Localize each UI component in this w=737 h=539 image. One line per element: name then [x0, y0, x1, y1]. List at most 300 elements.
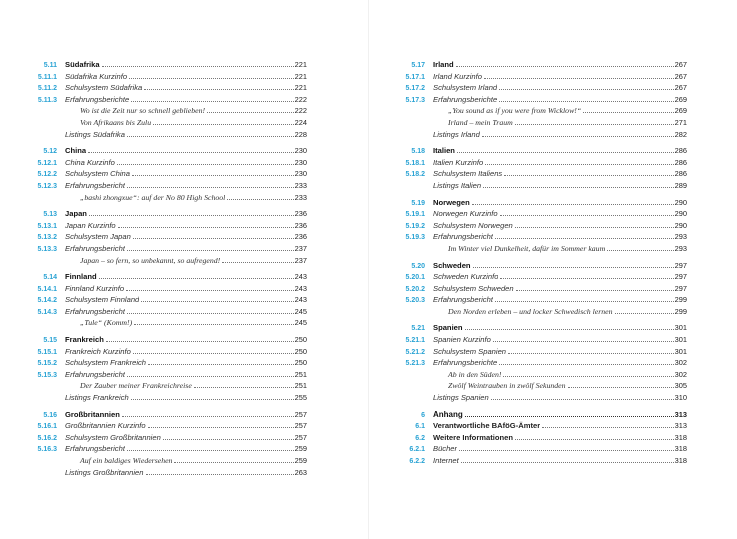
dot-leader	[133, 352, 294, 354]
section-number: 5.15.3	[37, 371, 57, 379]
section-number: 5.20.2	[405, 285, 425, 293]
toc-entry[interactable]	[25, 380, 307, 392]
entry-title: Schulsystem Japan	[65, 232, 131, 242]
entry-title: Irland Kurzinfo	[433, 71, 482, 81]
toc-entry[interactable]	[25, 231, 307, 243]
page-number: 259	[294, 456, 307, 465]
toc-entry[interactable]	[25, 306, 307, 318]
page-number: 245	[294, 306, 307, 316]
entry-title: Schweden Kurzinfo	[433, 272, 499, 282]
section-number: 5.16.2	[37, 434, 57, 442]
toc-entry[interactable]	[25, 208, 307, 220]
section-number: 6	[421, 411, 425, 419]
page-number: 250	[294, 358, 307, 368]
toc-entry[interactable]	[25, 271, 307, 283]
toc-entry[interactable]	[393, 306, 687, 318]
page-number: 257	[294, 432, 307, 442]
entry-title: Südafrika	[65, 60, 100, 69]
dot-leader	[129, 77, 294, 79]
page-number: 245	[294, 318, 307, 328]
toc-entry[interactable]	[25, 369, 307, 381]
page-number: 230	[294, 169, 307, 179]
toc-entry[interactable]	[393, 260, 687, 272]
page-number: 269	[674, 94, 687, 104]
section-number: 5.19	[411, 199, 425, 207]
section-number: 5.21.2	[405, 348, 425, 356]
section-number: 5.21	[411, 325, 425, 333]
entry-title: Ab in den Süden!	[448, 369, 502, 379]
dot-leader	[88, 151, 294, 153]
section-number: 5.14	[43, 274, 57, 282]
section-number: 5.17.2	[405, 85, 425, 93]
entry-title: Von Afrikaans bis Zulu	[80, 117, 152, 127]
dot-leader	[583, 111, 673, 113]
entry-title: Irland – mein Traum	[448, 117, 513, 127]
toc-entry[interactable]	[393, 369, 687, 381]
toc-entry[interactable]	[393, 180, 687, 192]
page-number: 267	[674, 60, 687, 69]
entry-title: Großbritannien Kurzinfo	[65, 421, 146, 431]
entry-title: Den Norden erleben – und locker Schwedisch lernen	[448, 306, 613, 316]
section-number: 5.20.1	[405, 274, 425, 282]
dot-leader	[148, 426, 294, 428]
toc-entry[interactable]	[393, 455, 687, 467]
page-number: 302	[674, 358, 687, 368]
entry-title: Erfahrungsbericht	[65, 180, 125, 190]
page-number: 301	[674, 323, 687, 333]
section-number: 5.19.2	[405, 222, 425, 230]
page-number: 310	[674, 393, 687, 403]
section-number: 5.13.3	[37, 245, 57, 253]
dot-leader	[484, 77, 674, 79]
dot-leader	[499, 88, 674, 90]
entry-title: Schulsystem Finnland	[65, 295, 140, 305]
dot-leader	[126, 289, 294, 291]
entry-title: Wo ist die Zeit nur so schnell geblieben!	[80, 106, 206, 116]
section-number: 5.11.1	[37, 73, 57, 81]
dot-leader	[516, 289, 674, 291]
toc-entry[interactable]	[393, 157, 687, 169]
page-number: 293	[674, 232, 687, 242]
section-number: 5.17	[411, 62, 425, 69]
toc-entry[interactable]	[25, 192, 307, 204]
toc-entry[interactable]	[25, 455, 307, 467]
dot-leader	[194, 386, 294, 388]
toc-entry[interactable]	[393, 392, 687, 404]
dot-leader	[615, 312, 674, 314]
entry-title: Listings Großbritannien	[65, 467, 144, 477]
section-number: 6.2.2	[409, 458, 425, 465]
dot-leader	[607, 249, 673, 251]
entry-title: Schulsystem Irland	[433, 83, 498, 93]
page-number: 230	[294, 157, 307, 167]
dot-leader	[133, 237, 294, 239]
page-number: 257	[294, 409, 307, 419]
dot-leader	[482, 135, 674, 137]
dot-leader	[499, 100, 673, 102]
section-number: 5.19.3	[405, 234, 425, 242]
toc-entry[interactable]	[393, 208, 687, 220]
dot-leader	[465, 415, 674, 417]
entry-title: Norwegen	[433, 197, 470, 207]
entry-title: Der Zauber meiner Frankreichreise	[80, 381, 192, 391]
entry-title: Internet	[433, 456, 459, 465]
section-number: 5.11.2	[37, 85, 57, 93]
page-number: 293	[674, 243, 687, 253]
toc-entry[interactable]	[393, 380, 687, 392]
page-number: 269	[674, 106, 687, 116]
page-number: 267	[674, 83, 687, 93]
toc-entry[interactable]	[25, 420, 307, 432]
dot-leader	[493, 340, 674, 342]
entry-title: Listings Italien	[433, 180, 482, 190]
dot-leader	[483, 186, 674, 188]
page-number: 250	[294, 346, 307, 356]
entry-title: Japan Kurzinfo	[65, 220, 116, 230]
dot-leader	[144, 88, 293, 90]
section-number: 5.21.1	[405, 337, 425, 345]
dot-leader	[89, 214, 294, 216]
dot-leader	[491, 398, 674, 400]
dot-leader	[127, 449, 294, 451]
toc-entry[interactable]	[25, 117, 307, 129]
entry-title: Listings Frankreich	[65, 393, 129, 403]
page-number: 250	[294, 335, 307, 345]
toc-entry[interactable]	[393, 145, 687, 157]
page-number: 243	[294, 283, 307, 293]
toc-entry[interactable]	[25, 71, 307, 83]
section-number: 5.12.3	[37, 182, 57, 190]
entry-title: Zwölf Weintrauben in zwölf Sekunden	[448, 381, 566, 391]
entry-title: Erfahrungsbericht	[65, 243, 125, 253]
toc-entry[interactable]	[393, 322, 687, 334]
dot-leader	[495, 237, 674, 239]
entry-title: Spanien	[433, 323, 463, 333]
dot-leader	[106, 340, 294, 342]
toc-entry[interactable]	[393, 346, 687, 358]
page-number: 233	[294, 192, 307, 202]
dot-leader	[127, 135, 294, 137]
dot-leader	[227, 198, 293, 200]
toc-entry[interactable]	[393, 105, 687, 117]
page-number: 222	[294, 94, 307, 104]
dot-leader	[515, 438, 674, 440]
toc-entry[interactable]	[393, 82, 687, 94]
page-number: 237	[294, 243, 307, 253]
toc-entry[interactable]	[25, 82, 307, 94]
page-number: 318	[674, 432, 687, 442]
dot-leader	[461, 461, 674, 463]
entry-title: Erfahrungsbericht	[65, 306, 125, 316]
page-number: 271	[674, 117, 687, 127]
section-number: 5.15.1	[37, 348, 57, 356]
page-number: 301	[674, 346, 687, 356]
dot-leader	[117, 163, 294, 165]
entry-title: Erfahrungsberichte	[433, 358, 498, 368]
page-number: 221	[294, 60, 307, 69]
toc-entry[interactable]	[25, 334, 307, 346]
dot-leader	[515, 123, 674, 125]
dot-leader	[495, 300, 674, 302]
dot-leader	[472, 203, 674, 205]
toc-entry[interactable]	[25, 59, 307, 71]
dot-leader	[127, 375, 294, 377]
toc-entry[interactable]	[25, 294, 307, 306]
table-of-contents-left	[25, 59, 307, 478]
entry-title: Schulsystem Frankreich	[65, 358, 147, 368]
dot-leader	[504, 174, 673, 176]
page-number: 286	[674, 157, 687, 167]
toc-entry[interactable]	[25, 443, 307, 455]
dot-leader	[122, 415, 294, 417]
page-number: 290	[674, 197, 687, 207]
page-number: 257	[294, 421, 307, 431]
entry-title: Frankreich	[65, 335, 104, 345]
entry-title: Erfahrungsbericht	[65, 444, 125, 454]
toc-entry[interactable]	[25, 392, 307, 404]
page-number: 251	[294, 381, 307, 391]
toc-entry[interactable]	[25, 357, 307, 369]
section-number: 5.18	[411, 148, 425, 156]
entry-title: China Kurzinfo	[65, 157, 115, 167]
section-number: 5.12.1	[37, 159, 57, 167]
page-number: 263	[294, 467, 307, 477]
page-number: 237	[294, 255, 307, 265]
section-number: 6.2.1	[409, 446, 425, 454]
section-number: 5.18.2	[405, 171, 425, 179]
page-number: 286	[674, 169, 687, 179]
page-number: 230	[294, 146, 307, 156]
dot-leader	[500, 214, 674, 216]
toc-entry[interactable]	[393, 231, 687, 243]
entry-title: Japan	[65, 209, 87, 219]
entry-title: Spanien Kurzinfo	[433, 335, 491, 345]
toc-entry[interactable]	[25, 168, 307, 180]
toc-entry[interactable]	[25, 220, 307, 232]
page-number: 289	[674, 180, 687, 190]
page-number: 255	[294, 393, 307, 403]
toc-entry[interactable]	[393, 420, 687, 432]
entry-title: Anhang	[433, 409, 463, 419]
entry-title: Finnland Kurzinfo	[65, 283, 125, 293]
entry-title: Im Winter viel Dunkelheit, dafür im Sommer kaum	[448, 243, 606, 253]
dot-leader	[102, 65, 294, 67]
dot-leader	[465, 328, 674, 330]
entry-title: Schulsystem Italiens	[433, 169, 503, 179]
entry-title: Listings Spanien	[433, 393, 489, 403]
page-number: 228	[294, 129, 307, 139]
dot-leader	[163, 438, 294, 440]
dot-leader	[499, 363, 673, 365]
page-number: 222	[294, 106, 307, 116]
entry-title: Erfahrungsbericht	[433, 232, 493, 242]
dot-leader	[127, 312, 294, 314]
entry-title: Schulsystem Südafrika	[65, 83, 143, 93]
section-number: 5.11	[43, 62, 57, 69]
toc-entry[interactable]	[393, 271, 687, 283]
page-number: 305	[674, 381, 687, 391]
toc-entry[interactable]	[393, 197, 687, 209]
toc-entry[interactable]	[25, 283, 307, 295]
toc-entry[interactable]	[25, 409, 307, 421]
page-number: 233	[294, 180, 307, 190]
toc-entry[interactable]	[393, 168, 687, 180]
dot-leader	[118, 226, 294, 228]
dot-leader	[222, 261, 293, 263]
page-number: 221	[294, 71, 307, 81]
dot-leader	[207, 111, 294, 113]
page-number: 236	[294, 232, 307, 242]
page-number: 243	[294, 272, 307, 282]
toc-entry[interactable]	[393, 283, 687, 295]
entry-title: Erfahrungsbericht	[65, 369, 125, 379]
page-number: 302	[674, 369, 687, 379]
page-number: 299	[674, 306, 687, 316]
dot-leader	[456, 65, 674, 67]
toc-entry[interactable]	[393, 334, 687, 346]
toc-entry[interactable]	[25, 145, 307, 157]
toc-entry[interactable]	[25, 157, 307, 169]
entry-title: Weitere Informationen	[433, 432, 514, 442]
section-number: 5.21.3	[405, 360, 425, 368]
entry-title: Listings Südafrika	[65, 129, 125, 139]
page-number: 290	[674, 209, 687, 219]
dot-leader	[127, 249, 294, 251]
toc-entry[interactable]	[393, 59, 687, 71]
section-number: 6.2	[415, 434, 425, 442]
toc-entry[interactable]	[393, 71, 687, 83]
page-number: 313	[674, 409, 687, 419]
dot-leader	[134, 323, 293, 325]
page-number: 282	[674, 129, 687, 139]
toc-entry[interactable]	[25, 317, 307, 329]
section-number: 5.16.1	[37, 423, 57, 431]
section-number: 5.17.1	[405, 73, 425, 81]
section-number: 5.14.1	[37, 285, 57, 293]
toc-entry[interactable]	[25, 346, 307, 358]
toc-entry[interactable]	[25, 129, 307, 141]
page-number: 236	[294, 220, 307, 230]
entry-title: Schulsystem Großbritannien	[65, 432, 161, 442]
right-page	[369, 0, 737, 539]
toc-entry[interactable]	[25, 94, 307, 106]
entry-title: Auf ein baldiges Wiedersehen	[80, 456, 173, 465]
toc-entry[interactable]	[393, 409, 687, 421]
entry-title: Italien	[433, 146, 455, 156]
toc-entry[interactable]	[393, 94, 687, 106]
entry-title: „You sound as if you were from Wicklow!“	[448, 106, 582, 116]
section-number: 5.15.2	[37, 360, 57, 368]
page-number: 299	[674, 295, 687, 305]
entry-title: China	[65, 146, 87, 156]
page-number: 236	[294, 209, 307, 219]
table-of-contents-right	[393, 59, 687, 467]
toc-entry[interactable]	[393, 294, 687, 306]
dot-leader	[146, 473, 294, 475]
entry-title: Bücher	[433, 444, 458, 454]
section-number: 5.12	[43, 148, 57, 156]
page-number: 243	[294, 295, 307, 305]
section-number: 5.15	[43, 337, 57, 345]
page-number: 297	[674, 260, 687, 270]
section-number: 5.14.2	[37, 297, 57, 305]
toc-entry[interactable]	[25, 255, 307, 267]
entry-title: Verantwortliche BAföG-Ämter	[433, 421, 541, 431]
page-number: 318	[674, 444, 687, 454]
dot-leader	[459, 449, 674, 451]
entry-title: Italien Kurzinfo	[433, 157, 484, 167]
page-number: 297	[674, 283, 687, 293]
toc-entry[interactable]	[393, 220, 687, 232]
page-number: 297	[674, 272, 687, 282]
section-number: 5.20	[411, 262, 425, 270]
section-number: 5.14.3	[37, 308, 57, 316]
dot-leader	[131, 100, 293, 102]
entry-title: Erfahrungsberichte	[65, 94, 130, 104]
section-number: 6.1	[415, 423, 425, 431]
section-number: 5.16.3	[37, 446, 57, 454]
page-number: 267	[674, 71, 687, 81]
page-number: 313	[674, 421, 687, 431]
entry-title: Erfahrungsberichte	[433, 94, 498, 104]
toc-entry[interactable]	[393, 117, 687, 129]
toc-entry[interactable]	[393, 443, 687, 455]
dot-leader	[542, 426, 673, 428]
toc-entry[interactable]	[25, 432, 307, 444]
toc-entry[interactable]	[25, 467, 307, 479]
dot-leader	[148, 363, 294, 365]
dot-leader	[473, 266, 674, 268]
toc-entry[interactable]	[393, 357, 687, 369]
dot-leader	[153, 123, 294, 125]
toc-entry[interactable]	[393, 243, 687, 255]
toc-entry[interactable]	[25, 105, 307, 117]
dot-leader	[568, 386, 674, 388]
entry-title: Schweden	[433, 260, 471, 270]
entry-title: Norwegen Kurzinfo	[433, 209, 498, 219]
dot-leader	[485, 163, 673, 165]
section-number: 5.11.3	[37, 96, 57, 104]
page-number: 286	[674, 146, 687, 156]
page-number: 290	[674, 220, 687, 230]
section-number: 5.12.2	[37, 171, 57, 179]
dot-leader	[174, 461, 293, 463]
section-number: 5.20.3	[405, 297, 425, 305]
dot-leader	[457, 151, 674, 153]
dot-leader	[141, 300, 293, 302]
toc-entry[interactable]	[393, 129, 687, 141]
toc-entry[interactable]	[393, 432, 687, 444]
entry-title: Listings Irland	[433, 129, 480, 139]
entry-title: „bashi zhongxue“: auf der No 80 High School	[80, 192, 226, 202]
page-number: 224	[294, 117, 307, 127]
entry-title: Schulsystem China	[65, 169, 130, 179]
left-page	[0, 0, 368, 539]
entry-title: Schulsystem Spanien	[433, 346, 507, 356]
page-number: 318	[674, 456, 687, 465]
page-number: 221	[294, 83, 307, 93]
dot-leader	[503, 375, 673, 377]
dot-leader	[127, 186, 294, 188]
entry-title: „Tule“ (Komm!)	[80, 318, 133, 328]
section-number: 5.17.3	[405, 96, 425, 104]
toc-entry[interactable]	[25, 180, 307, 192]
page-number: 301	[674, 335, 687, 345]
toc-entry[interactable]	[25, 243, 307, 255]
page-number: 259	[294, 444, 307, 454]
entry-title: Irland	[433, 60, 454, 69]
entry-title: Großbritannien	[65, 409, 120, 419]
